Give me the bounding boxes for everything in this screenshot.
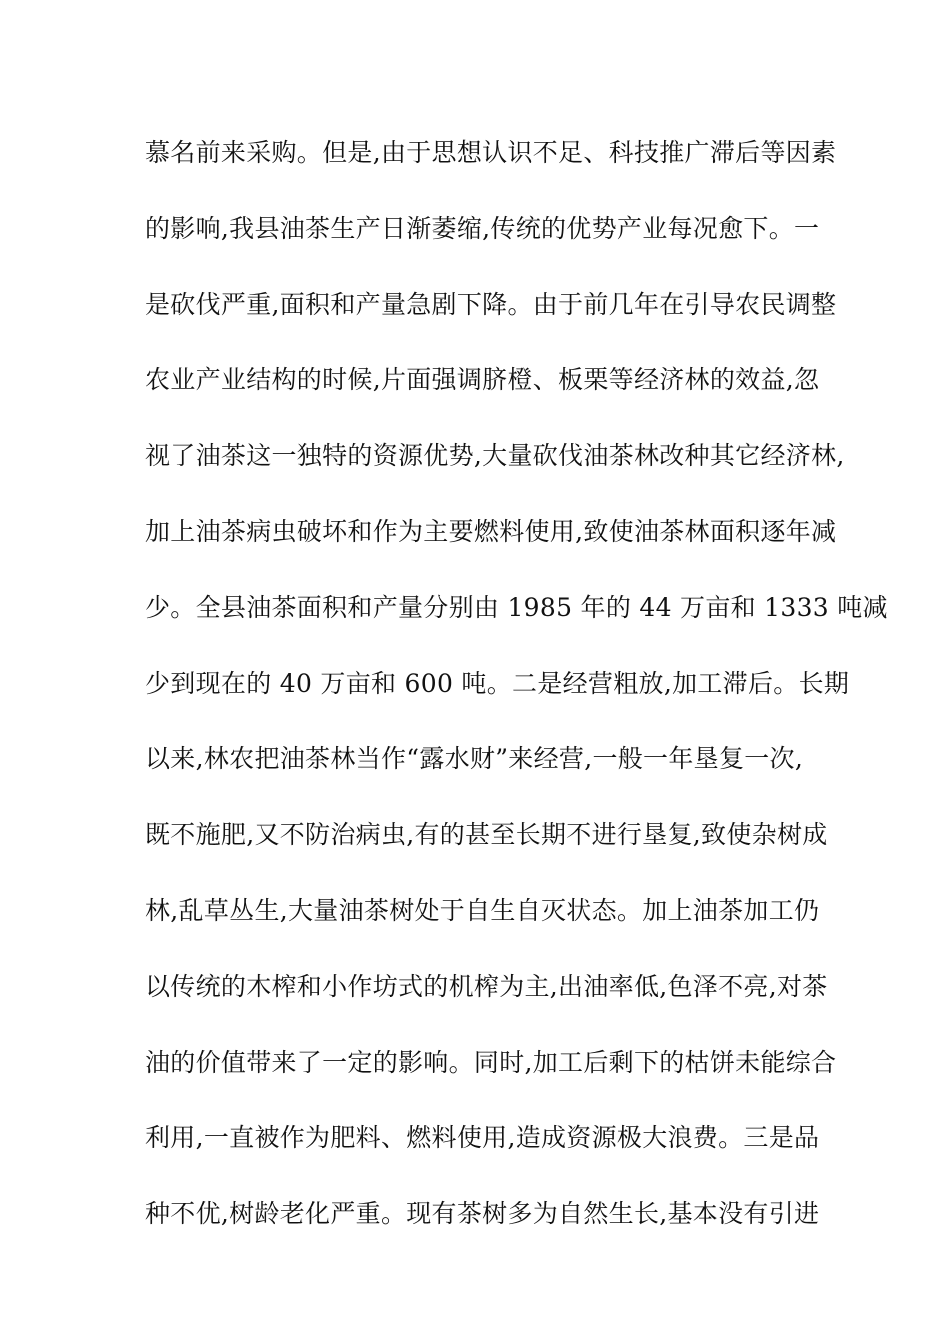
text-line: 以传统的木榨和小作坊式的机榨为主,出油率低,色泽不亮,对茶 bbox=[145, 971, 828, 1001]
text-line: 慕名前来采购。但是,由于思想认识不足、科技推广滞后等因素 bbox=[145, 138, 837, 167]
text-line: 种不优,树龄老化严重。现有茶树多为自然生长,基本没有引进 bbox=[145, 1199, 820, 1229]
text-line: 林,乱草丛生,大量油茶树处于自生自灭状态。加上油茶加工仍 bbox=[145, 895, 820, 925]
text-line: 少。全县油茶面积和产量分别由 1985 年的 44 万亩和 1333 吨减 bbox=[145, 592, 888, 622]
text-line: 利用,一直被作为肥料、燃料使用,造成资源极大浪费。三是品 bbox=[145, 1123, 820, 1153]
text-line: 既不施肥,又不防治病虫,有的甚至长期不进行垦复,致使杂树成 bbox=[145, 820, 828, 850]
text-line: 是砍伐严重,面积和产量急剧下降。由于前几年在引导农民调整 bbox=[145, 289, 837, 319]
text-line: 的影响,我县油茶生产日渐萎缩,传统的优势产业每况愈下。一 bbox=[145, 213, 820, 243]
text-line: 油的价值带来了一定的影响。同时,加工后剩下的枯饼未能综合 bbox=[145, 1047, 837, 1077]
text-line: 以来,林农把油茶林当作“露水财”来经营,一般一年垦复一次, bbox=[145, 744, 804, 774]
body-paragraph bbox=[145, 128, 888, 1265]
text-line: 少到现在的 40 万亩和 600 吨。二是经营粗放,加工滞后。长期 bbox=[145, 668, 850, 698]
text-line: 农业产业结构的时候,片面强调脐橙、板栗等经济林的效益,忽 bbox=[145, 365, 820, 395]
text-line: 加上油茶病虫破坏和作为主要燃料使用,致使油茶林面积逐年减 bbox=[145, 516, 837, 546]
text-line: 视了油茶这一独特的资源优势,大量砍伐油茶林改种其它经济林, bbox=[145, 441, 845, 471]
